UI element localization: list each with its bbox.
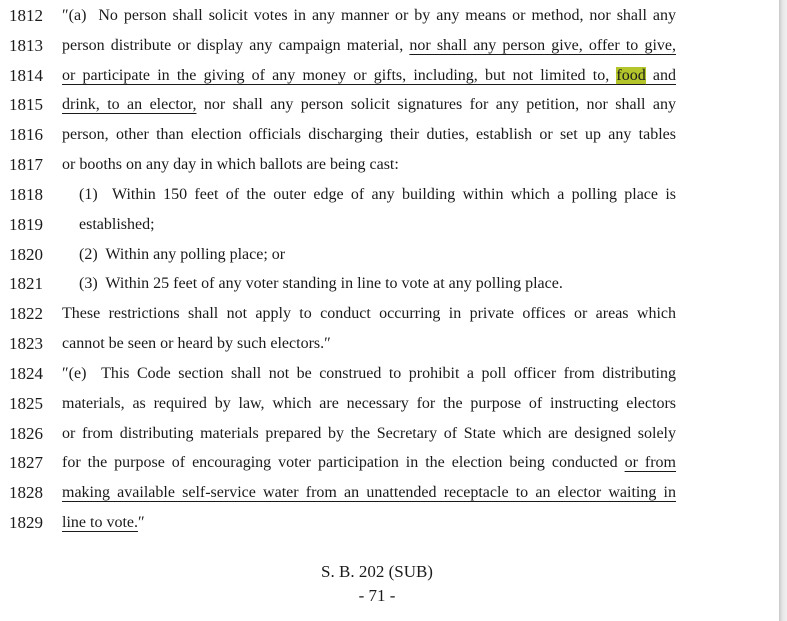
document-line: [0, 359, 779, 389]
text-segment: person, other than election officials discharging their duties, establish or set up any tables: [62, 126, 676, 144]
line-number: 1823: [9, 334, 43, 354]
line-number: 1818: [9, 184, 43, 204]
line-text: [62, 389, 676, 419]
document-line: [0, 90, 779, 120]
document-line: [0, 180, 779, 210]
line-number: 1822: [9, 304, 43, 324]
line-number: 1826: [9, 423, 43, 443]
document-line: [0, 120, 779, 150]
line-text: [62, 210, 676, 240]
line-number: 1819: [9, 214, 43, 234]
document-line: [0, 210, 779, 240]
underlined-text: and: [645, 66, 676, 84]
document-line: [0, 478, 779, 508]
line-text: [62, 61, 676, 91]
line-text: [62, 419, 676, 449]
line-text: [62, 31, 676, 61]
document-line: [0, 508, 779, 538]
underlined-text: line to vote.: [62, 514, 138, 532]
document-line: [0, 329, 779, 359]
text-segment: These restrictions shall not apply to conduct occurring in private offices or areas which: [62, 305, 676, 323]
document-line: [0, 448, 779, 478]
line-text: [62, 269, 676, 299]
line-number: 1820: [9, 244, 43, 264]
text-segment: or booths on any day in which ballots are being cast:: [62, 156, 399, 174]
line-number: 1824: [9, 363, 43, 383]
text-segment: cannot be seen or heard by such electors.″: [62, 335, 331, 353]
text-segment: (3) Within 25 feet of any voter standing in line to vote at any polling place.: [79, 275, 563, 293]
underlined-text: nor shall any person give, offer to give,: [409, 36, 676, 54]
line-text: [62, 448, 676, 478]
line-number: 1828: [9, 483, 43, 503]
document-line: [0, 150, 779, 180]
line-text: [62, 180, 676, 210]
footer-bill-number: S. B. 202 (SUB): [321, 562, 433, 581]
scrollbar-track[interactable]: [779, 0, 787, 621]
document-body: [0, 1, 779, 538]
line-text: [62, 478, 676, 508]
underlined-text: drink, to an elector,: [62, 96, 197, 114]
underlined-text: or participate in the giving of any money or gifts, including, but not limited to,: [62, 66, 617, 84]
line-text: [62, 90, 676, 120]
line-number: 1817: [9, 155, 43, 175]
document-line: [0, 419, 779, 449]
document-line: [0, 31, 779, 61]
text-segment: established;: [79, 215, 155, 233]
text-segment: ″(a) No person shall solicit votes in any manner or by any means or method, nor shall any: [62, 7, 676, 24]
line-number: 1816: [9, 125, 43, 145]
text-segment: person distribute or display any campaign material,: [62, 36, 410, 54]
line-text: [62, 329, 676, 359]
text-segment: (1) Within 150 feet of the outer edge of any building within which a polling place is: [79, 185, 676, 203]
line-number: 1821: [9, 274, 43, 294]
line-text: [62, 1, 676, 31]
line-number: 1825: [9, 393, 43, 413]
text-segment: ″(e) This Code section shall not be construed to prohibit a poll officer from distributing: [62, 364, 676, 382]
text-segment: or from distributing materials prepared by the Secretary of State which are designed solely: [62, 424, 676, 442]
line-text: [62, 240, 676, 270]
underlined-text: or from: [624, 454, 676, 472]
document-line: [0, 61, 779, 91]
line-number: 1827: [9, 453, 43, 473]
line-number: 1815: [9, 95, 43, 115]
document-line: [0, 299, 779, 329]
text-segment: ″: [137, 514, 145, 532]
line-text: [62, 299, 676, 329]
line-text: [62, 120, 676, 150]
document-line: [0, 389, 779, 419]
page-footer: [70, 560, 684, 607]
line-number: 1814: [9, 65, 43, 85]
text-segment: materials, as required by law, which are necessary for the purpose of instructing electors: [62, 394, 676, 412]
underlined-text: making available self-service water from an unattended receptacle to an elector waiting in: [62, 484, 676, 502]
document-line: [0, 269, 779, 299]
line-number: 1812: [9, 6, 43, 25]
line-text: [62, 508, 676, 538]
line-text: [62, 150, 676, 180]
line-number: 1829: [9, 513, 43, 533]
line-text: [62, 359, 676, 389]
text-segment: nor shall any person solicit signatures for any petition, nor shall any: [196, 96, 676, 114]
text-segment: for the purpose of encouraging voter participation in the election being conducted: [62, 454, 625, 472]
footer-page-number: - 71 -: [358, 585, 396, 605]
text-segment: (2) Within any polling place; or: [79, 245, 286, 263]
line-number: 1813: [9, 35, 43, 55]
document-line: [0, 1, 779, 31]
highlighted-text: food: [616, 66, 646, 84]
document-line: [0, 240, 779, 270]
